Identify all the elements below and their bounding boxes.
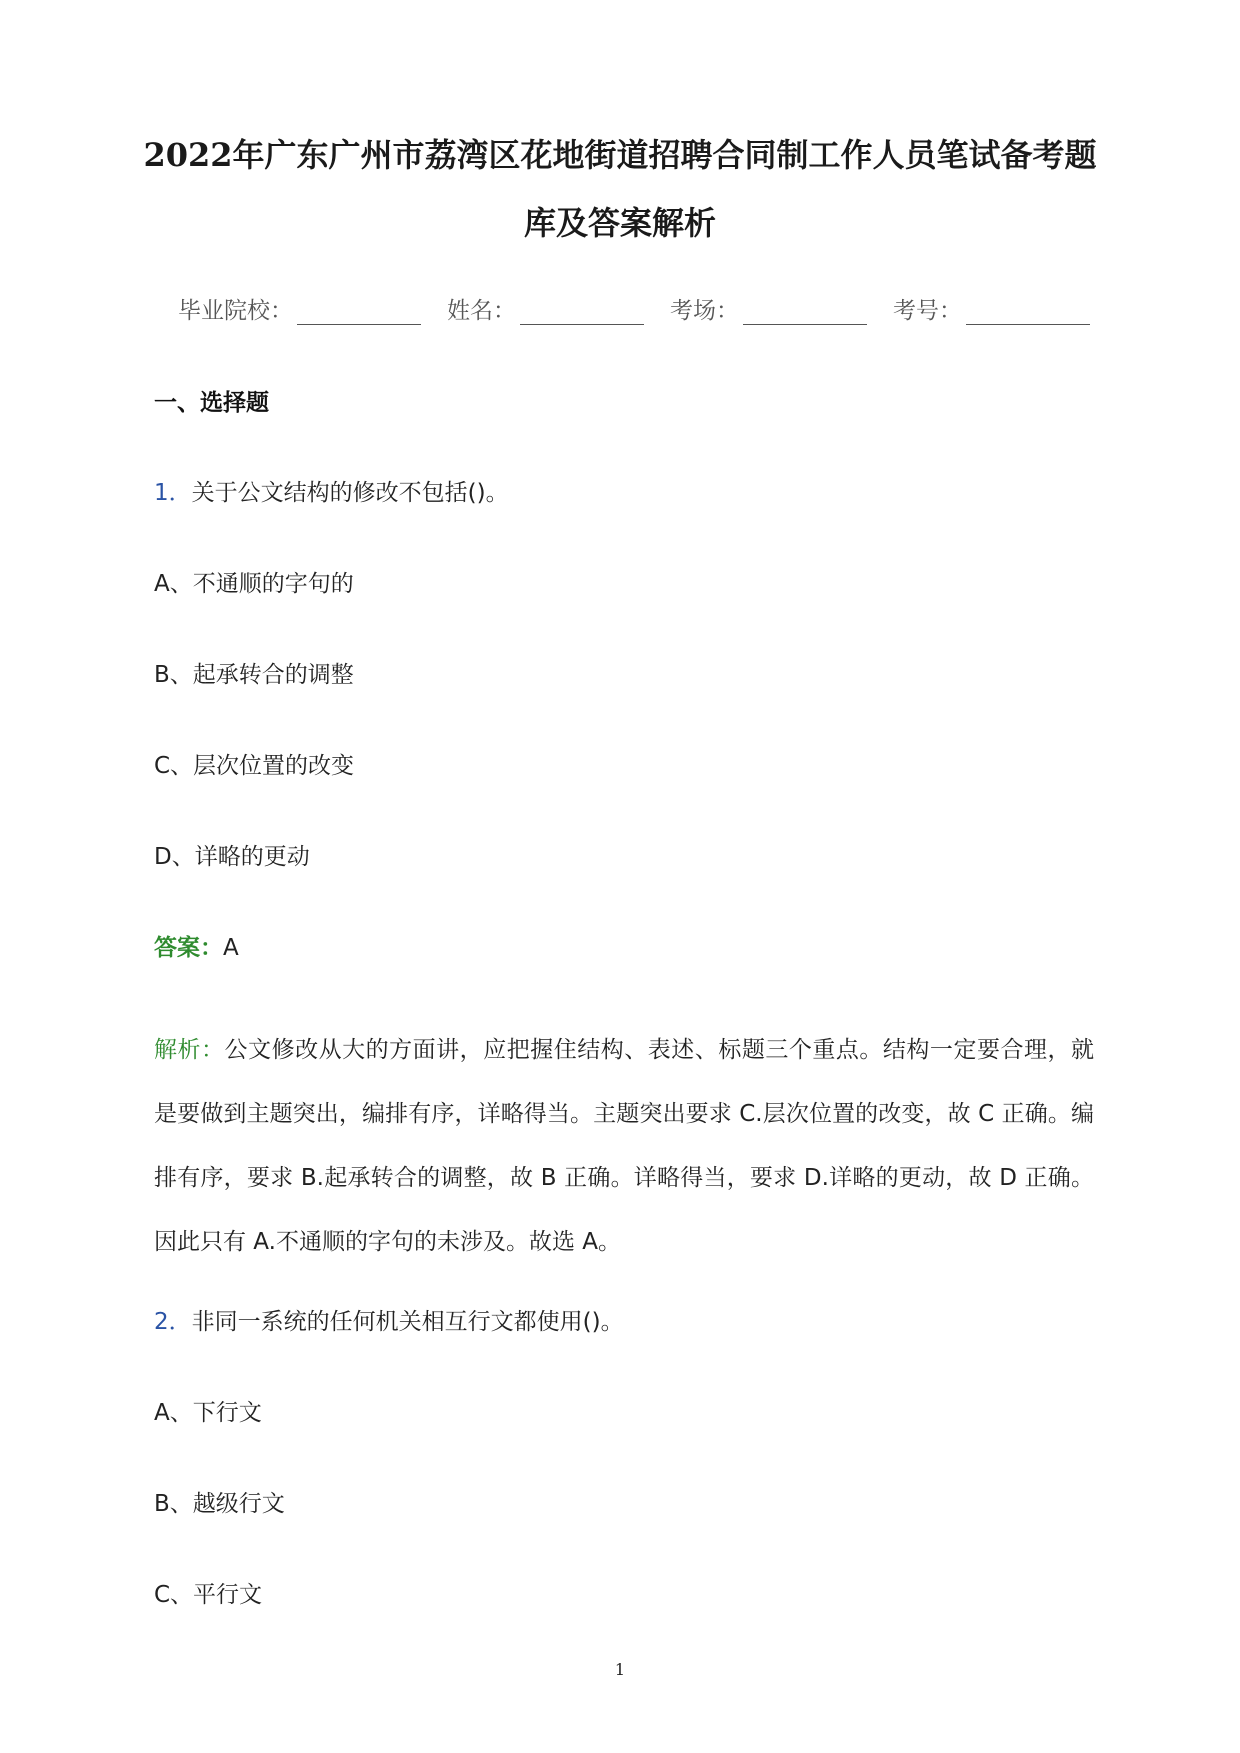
explanation-label: 解析： bbox=[154, 1037, 225, 1063]
q1-answer bbox=[154, 929, 239, 962]
candidate-info-row bbox=[178, 292, 1078, 325]
question-number: 2． bbox=[154, 1309, 192, 1335]
q2-option-b: B、越级行文 bbox=[154, 1491, 285, 1517]
q1-option-d: D、详略的更动 bbox=[154, 844, 310, 870]
q2-option-a: A、下行文 bbox=[154, 1400, 262, 1426]
q2-option-c: C、平行文 bbox=[154, 1582, 263, 1608]
number-label: 考号： bbox=[893, 298, 962, 324]
explanation-text: 公文修改从大的方面讲，应把握住结构、表述、标题三个重点。结构一定要合理，就是要做到主题突出，编排有序，详略得当。主题突出要求 C.层次位置的改变，故 C 正确。编排有序，要求 B.起承转合的调整，故 B 正确。详略得当，要求 D.详略的更动，故 D 正确。因此只有 A.不通顺的字句的未涉及。故选 A。 bbox=[154, 1037, 1095, 1255]
name-label: 姓名： bbox=[447, 298, 516, 324]
school-blank[interactable] bbox=[297, 300, 421, 325]
number-blank[interactable] bbox=[966, 300, 1090, 325]
room-blank[interactable] bbox=[743, 300, 867, 325]
number-field bbox=[893, 292, 1090, 325]
section-heading: 一、选择题 bbox=[154, 390, 269, 416]
answer-value: A bbox=[223, 935, 239, 961]
answer-label: 答案： bbox=[154, 935, 223, 961]
document-title-line-2: 库及答案解析 bbox=[523, 204, 716, 242]
question-1 bbox=[154, 474, 509, 507]
school-label: 毕业院校： bbox=[178, 298, 293, 324]
document-title-line-1: 2022年广东广州市荔湾区花地街道招聘合同制工作人员笔试备考题 bbox=[143, 136, 1097, 174]
school-field bbox=[178, 292, 421, 325]
name-blank[interactable] bbox=[520, 300, 644, 325]
q1-explanation bbox=[154, 1018, 1094, 1274]
question-number: 1． bbox=[154, 480, 192, 506]
question-2 bbox=[154, 1303, 624, 1336]
q1-option-c: C、层次位置的改变 bbox=[154, 753, 355, 779]
q1-option-a: A、不通顺的字句的 bbox=[154, 571, 354, 597]
q1-option-b: B、起承转合的调整 bbox=[154, 662, 354, 688]
question-text: 关于公文结构的修改不包括()。 bbox=[191, 480, 509, 506]
room-field bbox=[670, 292, 867, 325]
room-label: 考场： bbox=[670, 298, 739, 324]
page-number: 1 bbox=[614, 1660, 626, 1679]
name-field bbox=[447, 292, 644, 325]
question-text: 非同一系统的任何机关相互行文都使用()。 bbox=[191, 1309, 624, 1335]
